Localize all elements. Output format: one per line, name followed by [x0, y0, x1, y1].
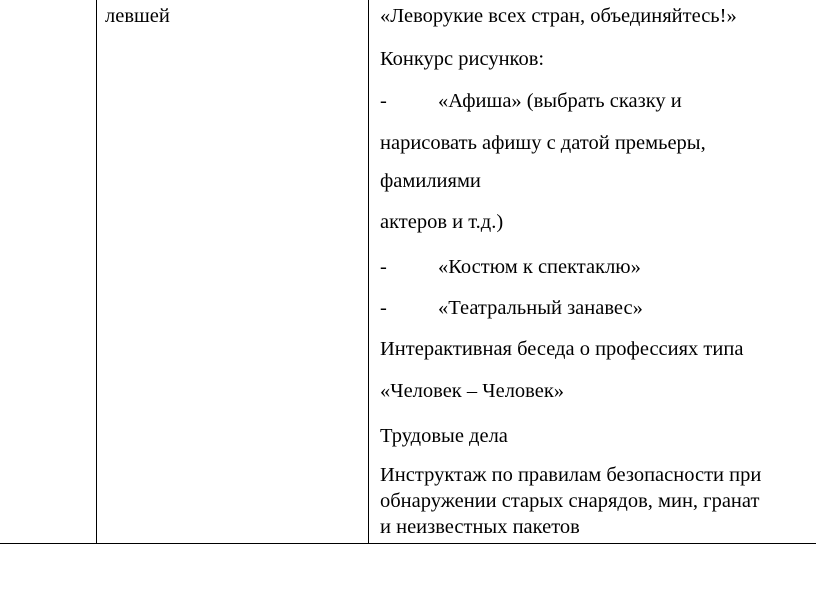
left-cell-text: левшей [105, 5, 170, 27]
list-item-poster: «Афиша» (выбрать сказку и [438, 90, 682, 112]
continuation-line: фамилиями [380, 170, 481, 192]
continuation-line: нарисовать афишу с датой премьеры, [380, 132, 706, 154]
list-dash: - [380, 256, 387, 278]
instruction-line: и неизвестных пакетов [380, 516, 580, 538]
instruction-line: обнаружении старых снарядов, мин, гранат [380, 490, 760, 512]
list-item-costume: «Костюм к спектаклю» [438, 256, 641, 278]
table-bottom-border [0, 543, 816, 544]
interactive-talk-line: Интерактивная беседа о профессиях типа [380, 338, 744, 360]
continuation-line: актеров и т.д.) [380, 211, 504, 233]
column-divider-left [96, 0, 97, 543]
list-item-curtain: «Театральный занавес» [438, 297, 643, 319]
interactive-talk-line: «Человек – Человек» [380, 380, 565, 402]
slogan-line: «Леворукие всех стран, объединяйтесь!» [380, 5, 737, 27]
contest-heading: Конкурс рисунков: [380, 48, 545, 70]
list-dash: - [380, 297, 387, 319]
list-dash: - [380, 90, 387, 112]
instruction-line: Инструктаж по правилам безопасности при [380, 464, 762, 486]
column-divider-right [368, 0, 369, 543]
labor-line: Трудовые дела [380, 425, 508, 447]
